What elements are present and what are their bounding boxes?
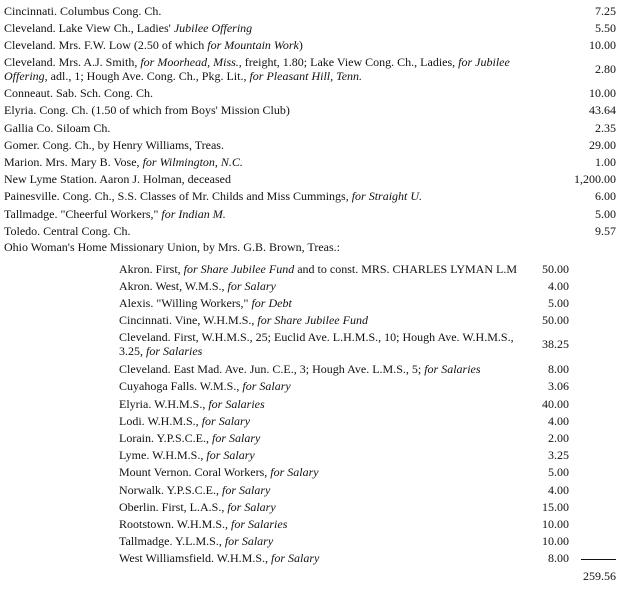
sub-entry-description: Cuyahoga Falls. W.M.S., for Salary (119, 379, 291, 393)
sub-entry-amount: 5.00 (548, 296, 569, 310)
entry-row (4, 121, 616, 135)
entry-amount: 6.00 (595, 189, 616, 203)
entry-row (4, 207, 616, 221)
sub-entry-description: Oberlin. First, L.A.S., for Salary (119, 500, 276, 514)
sub-entry-amount: 50.00 (542, 313, 569, 327)
entry-amount: 5.00 (595, 207, 616, 221)
entry-description: Cleveland. Mrs. F.W. Low (2.50 of which for Mountain Work) (4, 38, 303, 52)
sub-entry-description: Lorain. Y.P.S.C.E., for Salary (119, 431, 261, 445)
sub-entry-row (119, 262, 569, 276)
sub-entry-amount: 4.00 (548, 414, 569, 428)
sub-entry-description: Tallmadge. Y.L.M.S., for Salary (119, 534, 274, 548)
entry-row (4, 86, 616, 100)
sub-entry-amount: 8.00 (548, 551, 569, 565)
entry-amount: 7.25 (595, 4, 616, 18)
sub-entry-row (119, 431, 569, 445)
subtotal-amount: 259.56 (583, 569, 616, 583)
sub-entry-description: Lodi. W.H.M.S., for Salary (119, 414, 251, 428)
entry-row (4, 38, 616, 52)
sub-entry-description: Mount Vernon. Coral Workers, for Salary (119, 465, 319, 479)
sub-entry-description: Alexis. "Willing Workers," for Debt (119, 296, 292, 310)
sub-entry-description: Elyria. W.H.M.S., for Salaries (119, 397, 265, 411)
sub-entry-row (119, 279, 569, 293)
entry-description: Conneaut. Sab. Sch. Cong. Ch. (4, 86, 153, 100)
sub-entry-amount: 38.25 (542, 337, 569, 351)
sub-entry-description: Lyme. W.H.M.S., for Salary (119, 448, 255, 462)
entry-description: Tallmadge. "Cheerful Workers," for Indian M. (4, 207, 226, 221)
sub-entry-row (119, 465, 569, 479)
sub-entry-row (119, 551, 569, 565)
entry-row (4, 55, 616, 83)
sub-entry-description: Akron. First, for Share Jubilee Fund and to const. MRS. CHARLES LYMAN L.M (119, 262, 518, 276)
sub-entry-row (119, 414, 569, 428)
sub-entry-amount: 3.25 (548, 448, 569, 462)
entry-row (4, 155, 616, 169)
sum-rule (581, 559, 616, 560)
entry-amount: 9.57 (595, 224, 616, 238)
entry-amount: 43.64 (589, 103, 616, 117)
sub-entry-amount: 15.00 (542, 500, 569, 514)
entry-row (4, 4, 616, 18)
sub-entry-row (119, 500, 569, 514)
sub-entry-amount: 40.00 (542, 397, 569, 411)
entry-row (4, 138, 616, 152)
sub-entry-row (119, 313, 569, 327)
sub-entry-row (119, 517, 569, 531)
entry-amount: 2.80 (595, 62, 616, 76)
sub-entry-row (119, 362, 569, 376)
sub-entry-amount: 4.00 (548, 483, 569, 497)
sub-entry-amount: 4.00 (548, 279, 569, 293)
sub-entry-description: Cleveland. East Mad. Ave. Jun. C.E., 3; Hough Ave. L.M.S., 5; for Salaries (119, 362, 481, 376)
entry-amount: 1,200.00 (574, 172, 616, 186)
sub-entry-description: Rootstown. W.H.M.S., for Salaries (119, 517, 288, 531)
sub-entry-amount: 10.00 (542, 517, 569, 531)
sub-entry-row (119, 534, 569, 548)
sub-entry-amount: 10.00 (542, 534, 569, 548)
entry-description: Toledo. Central Cong. Ch. (4, 224, 131, 238)
sub-entry-amount: 3.06 (548, 379, 569, 393)
entry-row (4, 103, 616, 117)
entry-description: Cleveland. Mrs. A.J. Smith, for Moorhead, Miss., freight, 1.80; Lake View Cong. Ch., Ladies, for Jubilee Offering, adl., 1; Hough Ave. Cong. Ch., Pkg. Lit., for Pleasant Hill, Tenn. (4, 55, 510, 83)
sub-entry-row (119, 483, 569, 497)
entry-description: Gallia Co. Siloam Ch. (4, 121, 111, 135)
sub-entry-row (119, 379, 569, 393)
entry-row (4, 189, 616, 203)
sub-entry-row (119, 397, 569, 411)
sub-entry-description: Norwalk. Y.P.S.C.E., for Salary (119, 483, 271, 497)
entry-amount: 2.35 (595, 121, 616, 135)
sub-entry-amount: 8.00 (548, 362, 569, 376)
entry-description: New Lyme Station. Aaron J. Holman, deceased (4, 172, 231, 186)
sub-entry-description: Cleveland. First, W.H.M.S., 25; Euclid Ave. L.H.M.S., 10; Hough Ave. W.H.M.S., 3.25, for Salaries (119, 330, 514, 358)
entry-description: Elyria. Cong. Ch. (1.50 of which from Boys' Mission Club) (4, 103, 290, 117)
sub-entry-amount: 5.00 (548, 465, 569, 479)
entry-amount: 5.50 (595, 21, 616, 35)
entry-amount: 1.00 (595, 155, 616, 169)
entry-row (4, 240, 616, 254)
sub-entry-description: Akron. West, W.M.S., for Salary (119, 279, 276, 293)
entry-description: Cleveland. Lake View Ch., Ladies' Jubilee Offering (4, 21, 253, 35)
entry-row (4, 224, 616, 238)
entry-row (4, 172, 616, 186)
entry-description: Ohio Woman's Home Missionary Union, by Mrs. G.B. Brown, Treas.: (4, 240, 340, 254)
entry-description: Painesville. Cong. Ch., S.S. Classes of Mr. Childs and Miss Cummings, for Straight U. (4, 189, 423, 203)
entry-row (4, 21, 616, 35)
sub-entry-row (119, 296, 569, 310)
sub-entry-amount: 2.00 (548, 431, 569, 445)
entry-description: Marion. Mrs. Mary B. Vose, for Wilmington, N.C. (4, 155, 243, 169)
sub-entry-description: West Williamsfield. W.H.M.S., for Salary (119, 551, 320, 565)
entry-amount: 10.00 (589, 38, 616, 52)
entry-description: Gomer. Cong. Ch., by Henry Williams, Treas. (4, 138, 224, 152)
sub-entry-amount: 50.00 (542, 262, 569, 276)
entry-amount: 29.00 (589, 138, 616, 152)
sub-entry-description: Cincinnati. Vine, W.H.M.S., for Share Jubilee Fund (119, 313, 368, 327)
sub-entry-row (119, 330, 569, 358)
entry-amount: 10.00 (589, 86, 616, 100)
entry-description: Cincinnati. Columbus Cong. Ch. (4, 4, 162, 18)
sub-entry-row (119, 448, 569, 462)
